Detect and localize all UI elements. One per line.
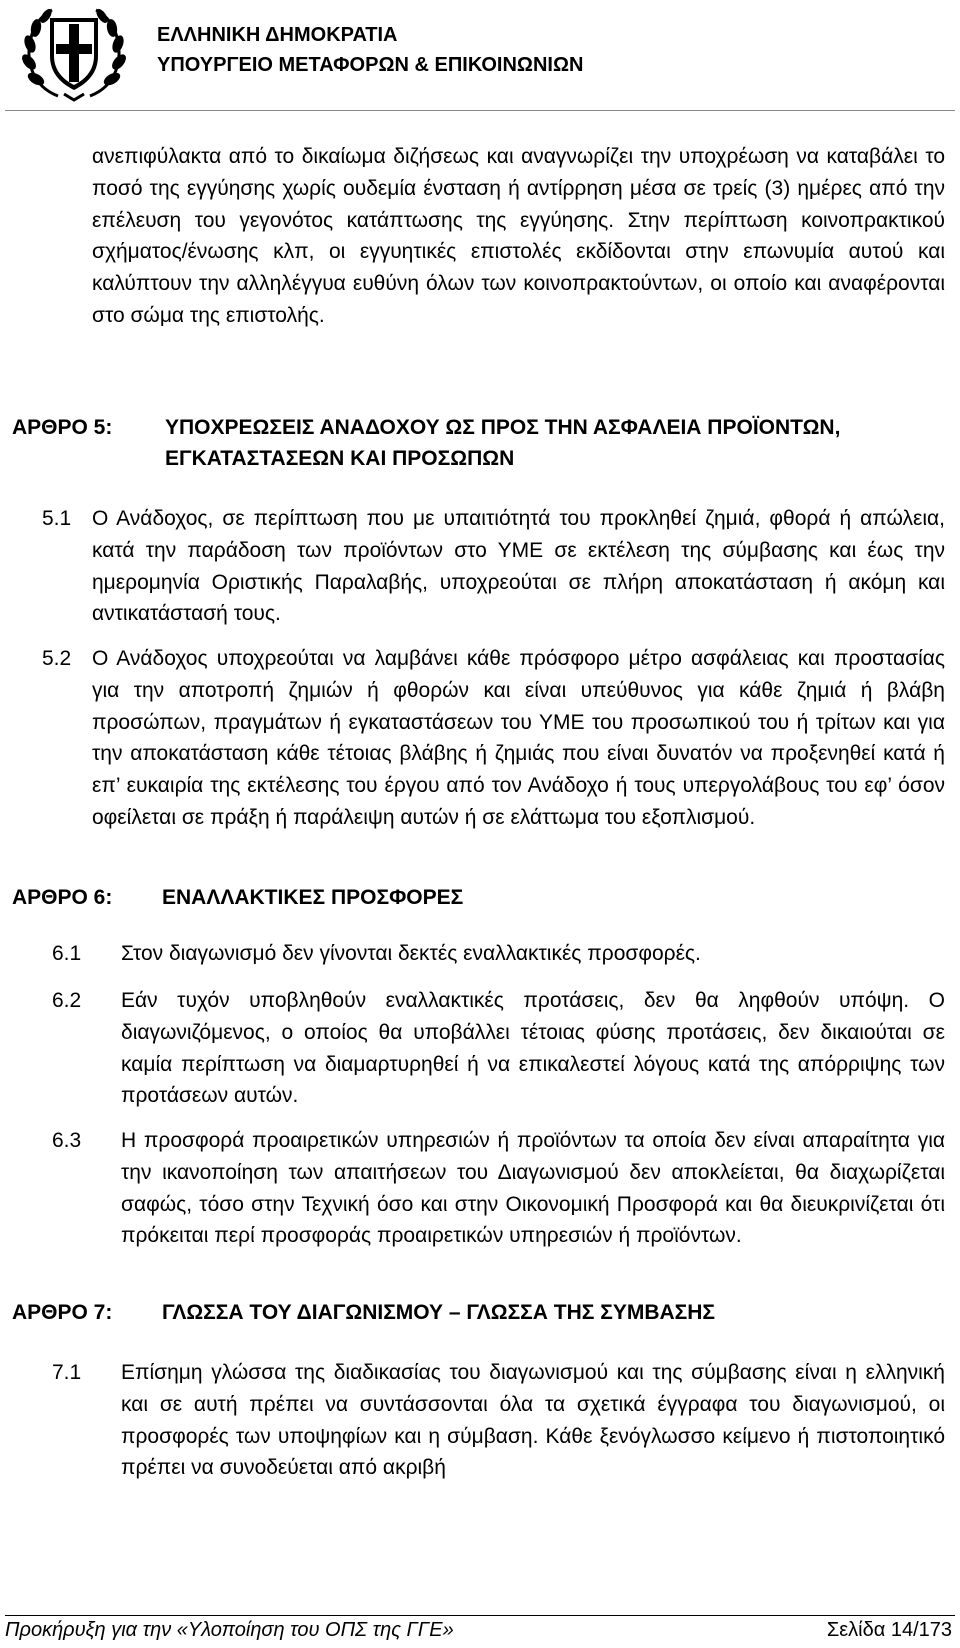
page-header bbox=[0, 0, 960, 110]
article-number: ΑΡΘΡΟ 6: bbox=[12, 886, 113, 909]
section-text: Εάν τυχόν υποβληθούν εναλλακτικές προτάσεις, δεν θα ληφθούν υπόψη. Ο διαγωνιζόμενος, ο οποίος θα υποβάλλει τέτοιας φύσης προτάσεις, δεν δικαιούται σε καμία περίπτωση να διαμαρτυρηθεί ή να επικαλεστεί λόγους κατά της απόρριψης των προτάσεων αυτών. bbox=[121, 989, 945, 1108]
header-ministry: ΥΠΟΥΡΓΕΙΟ ΜΕΤΑΦΟΡΩΝ & ΕΠΙΚΟΙΝΩΝΙΩΝ bbox=[157, 54, 584, 76]
article-number: ΑΡΘΡΟ 5: bbox=[12, 416, 113, 439]
article-6-heading bbox=[12, 882, 952, 914]
article-5-heading bbox=[12, 412, 952, 476]
section-text: Η προσφορά προαιρετικών υπηρεσιών ή προϊόντων τα οποία δεν είναι απαραίτητα για την ικανοποίηση των απαιτήσεων του Διαγωνισμού δεν αποκλείεται, θα διαχωρίζεται σαφώς, τόσο στην Τεχνική όσο και στην Οικονομική Προσφορά και θα διευκρινίζεται ότι πρόκειται περί προσφοράς προαιρετικών υπηρεσιών ή προϊόντων. bbox=[121, 1129, 945, 1248]
article-title: ΓΛΩΣΣΑ ΤΟΥ ΔΙΑΓΩΝΙΣΜΟΥ – ΓΛΩΣΣΑ ΤΗΣ ΣΥΜΒΑΣΗΣ bbox=[162, 1301, 716, 1324]
article-title: ΕΝΑΛΛΑΚΤΙΚΕΣ ΠΡΟΣΦΟΡΕΣ bbox=[162, 886, 464, 909]
header-divider bbox=[5, 110, 955, 111]
article-title: ΥΠΟΧΡΕΩΣΕΙΣ ΑΝΑΔΟΧΟΥ ΩΣ ΠΡΟΣ ΤΗΝ ΑΣΦΑΛΕΙΑ ΠΡΟΪΟΝΤΩΝ, ΕΓΚΑΤΑΣΤΑΣΕΩΝ ΚΑΙ ΠΡΟΣΩΠΩΝ bbox=[165, 416, 841, 470]
section-number: 5.2 bbox=[42, 647, 72, 670]
section-text: Στον διαγωνισμό δεν γίνονται δεκτές εναλλακτικές προσφορές. bbox=[121, 942, 701, 965]
section-text: Ο Ανάδοχος, σε περίπτωση που με υπαιτιότητά του προκληθεί ζημιά, φθορά ή απώλεια, κατά την παράδοση των προϊόντων στο ΥΜΕ σε εκτέλεση της σύμβασης και έως την ημερομηνία Οριστικής Παραλαβής, υποχρεούται σε πλήρη αποκατάσταση ή ακόμη και αντικατάστασή τους. bbox=[92, 507, 945, 626]
article-number: ΑΡΘΡΟ 7: bbox=[12, 1301, 113, 1324]
footer-document-title: Προκήρυξη για την «Υλοποίηση του ΟΠΣ της ΓΓΕ» bbox=[5, 1619, 454, 1641]
section-number: 6.3 bbox=[52, 1129, 82, 1152]
section-text: Ο Ανάδοχος υποχρεούται να λαμβάνει κάθε πρόσφορο μέτρο ασφάλειας και προστασίας για την αποτροπή ζημιών ή φθορών και είναι υπεύθυνος για κάθε ζημιά ή βλάβη προσώπων, πραγμάτων ή εγκαταστάσεων του ΥΜΕ του προσωπικού του ή τρίτων και για την αποκατάσταση κάθε τέτοιας βλάβης ή ζημιάς που είναι δυνατόν να προξενηθεί κατά ή επ’ ευκαιρία της εκτέλεσης του έργου από τον Ανάδοχο ή τους υπεργολάβους του εφ’ όσον οφείλεται σε πράξη ή παράλειψη αυτών ή σε ελάττωμα του εξοπλισμού. bbox=[92, 647, 945, 829]
article-7-heading bbox=[12, 1297, 952, 1329]
section-text: Επίσημη γλώσσα της διαδικασίας του διαγωνισμού και της σύμβασης είναι η ελληνική και σε αυτή πρέπει να συντάσσονται όλα τα σχετικά έγγραφα του διαγωνισμού, οι προσφορές των υποψηφίων και η σύμβαση. Κάθε ξενόγλωσσο κείμενο ή πιστοποιητικό πρέπει να συνοδεύεται από ακριβή bbox=[121, 1361, 945, 1480]
header-country: ΕΛΛΗΝΙΚΗ ΔΗΜΟΚΡΑΤΙΑ bbox=[157, 24, 398, 46]
section-number: 7.1 bbox=[52, 1361, 82, 1384]
greek-coat-of-arms-logo bbox=[18, 4, 130, 104]
section-number: 6.1 bbox=[52, 942, 82, 965]
footer-divider bbox=[5, 1615, 955, 1616]
section-number: 6.2 bbox=[52, 989, 82, 1012]
intro-paragraph: ανεπιφύλακτα από το δικαίωμα διζήσεως και αναγνωρίζει την υποχρέωση να καταβάλει το ποσό της εγγύησης χωρίς ουδεμία ένσταση ή αντίρρηση μέσα σε τρείς (3) ημέρες από την επέλευση του γεγονότος κατάπτωσης της εγγύησης. Στην περίπτωση κοινοπρακτικού σχήματος/ένωσης κλπ, οι εγγυητικές επιστολές εκδίδονται στην επωνυμία αυτού και καλύπτουν την αλληλέγγυα ευθύνη όλων των κοινοπρακτούντων, οι οποίο και αναφέρονται στο σώμα της επιστολής. bbox=[92, 145, 945, 327]
section-number: 5.1 bbox=[42, 507, 72, 530]
footer-page-number: Σελίδα 14/173 bbox=[826, 1619, 952, 1641]
